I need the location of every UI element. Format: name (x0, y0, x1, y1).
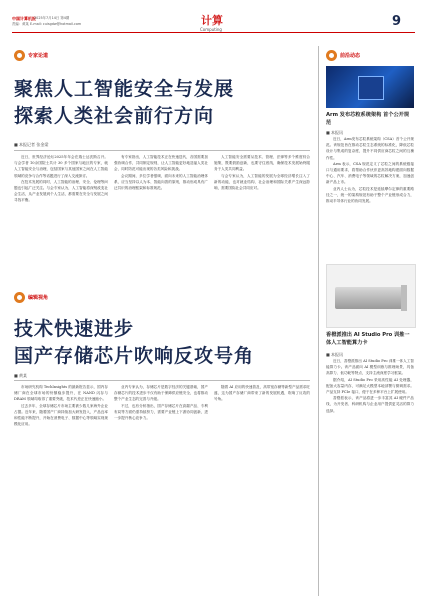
speaker-icon (326, 50, 337, 61)
date-line: 2025年7月14日 第4期 (34, 16, 70, 20)
sidebar-bottom-image (326, 264, 416, 328)
article2-col3: 随着 AI 应用的快速普及，高带宽存储等新型产品需求旺盛，这为国产存储厂商带来了新的发展机遇，吹响了反攻的号角。 (214, 385, 310, 402)
masthead (0, 0, 427, 44)
article2-col2: 业内专家认为，存储芯片是数字经济的关键基础，国产存储芯片的技术进步不仅有助于保障供应链安全，也将推动整个产业生态的完善与升级。 不过，也有分析指出，国产存储芯片在高端产品、专利布局等方面仍需持续努力，需要产业链上下游协同创新，进一步提升核心竞争力。 (114, 385, 208, 421)
tag-frontier: 前沿动态 (326, 50, 360, 61)
chip-graphic (358, 76, 384, 100)
article1-headline: 聚焦人工智能安全与发展 探索人类社会前行方向 (14, 78, 235, 127)
sidebar-bottom-byline: ■ 本报讯 (326, 352, 344, 357)
sidebar-top-image (326, 66, 414, 108)
newspaper-logo: 中国计算机报 (12, 16, 36, 21)
tag-expert: 专家论道 (14, 50, 48, 61)
sidebar-top-body: 近日，Arm发布芯粒系统架构（CSA）首个公开规范。该规范旨在推动芯粒生态系统的标准化，降低芯粒设计与集成的复杂度，提升不同供应商芯粒之间的互操作性。 Arm 表示，CSA 规范定义了芯粒之间的系统级接口与通用要求，将帮助合作伙伴更高效地构建面向数据中心、汽车、消费电子等领域的芯粒解决方案，加速创新产品上市。 业内人士认为，芯粒技术是延续摩尔定律的重要路径之一，统一的架构规范有助于整个产业链形成合力，推动半导体行业的协同发展。 (326, 137, 414, 204)
article1-rule (14, 150, 310, 151)
column-divider (318, 46, 319, 596)
header-rule (12, 32, 415, 33)
section-title: 计算 (201, 14, 223, 27)
speaker-icon (14, 50, 25, 61)
article2-headline: 技术快速进步 国产存储芯片吹响反攻号角 (14, 318, 255, 367)
article1-col3: 人工智能安全需要从技术、管理、法律等多个维度综合施策，既要鼓励创新，也要守住底线，确保技术发展始终服务于人类共同利益。 与会专家认为，人工智能的发展为全球经济增长注入了新的动能，也对就业结构、社会治理和国际关系产生深远影响，需要国际社会共同应对。 (214, 155, 310, 191)
accelerator-card-graphic (335, 287, 407, 309)
article1-col1: 近日，世界经济论坛2025年年会在瑞士达沃斯召开。与会学者 10余国院士共计 30 多个国家与地区的专家，就人工智能安全与治理，包括国家与其他国家之间在人工智能领域的竞争与合作等话题进行了深入交流探讨。 在技术发展的同时，人工智能的治理、安全、伦理等问题也引起广泛关注。与会专家认为，人工智能将深刻改变社会生活，从产业发展到个人生活，都需要在安全与发展之间寻找平衡。 (14, 155, 108, 203)
article2-col1: 市场研究机构 TechInsights 的最新报告显示，国内存储厂商在全球市场的份额稳步提升，在 NAND 闪存与 DRAM 领域均取得了重要突破，技术代差正在快速缩小。 过去多年，全球存储芯片市场主要被少数几家海外企业占据。近年来，随着国产厂商持续加大研发投入，产品良率和性能不断提升，开始在消费电子、数据中心等领域实现规模化应用。 (14, 385, 108, 427)
card-bracket-graphic (401, 285, 407, 311)
pen-icon (14, 292, 25, 303)
page-number: 9 (392, 14, 402, 29)
sidebar-bottom-body: 近日，香橙派推出 AI Studio Pro 训推一体人工智能算力卡。该产品面向 AI 模型训练与推理场景，具备高算力、低功耗等特点，支持主流深度学习框架。 据介绍，AI Studio Pro 采用高性能 AI 处理器，配备大容量内存，可满足大模型本地部署与微调需求。产品支持 PCIe 接口，便于在多种平台上扩展使用。 香橙派表示，该产品将进一步丰富其 AI 硬件产品线，为开发者、科研机构与企业用户提供更灵活的算力选择。 (326, 359, 414, 413)
sidebar-top-title: Arm 发布芯粒系统架构 首个公开规范 (326, 112, 410, 126)
sidebar-top-byline: ■ 本报讯 (326, 130, 344, 135)
article2-rule (14, 380, 310, 381)
article1-byline: ■ 本报记者 张金梁 (14, 142, 49, 147)
article1-col2: 有专家指出，人工智能技术正在快速迭代，各国需要加强协调合作，共同制定规则，让人工智能更好地造福人类社会，同时防范可能出现的各类风险和挑战。 会议期间，多位学者强调，面向未来的人工智能治理体系，应当坚持以人为本、智能向善的原则，推动形成具有广泛共识的治理框架和标准规范。 (114, 155, 208, 191)
sidebar-bottom-title: 香橙派推出 AI Studio Pro 训推一体人工智能算力卡 (326, 332, 410, 346)
editor-line: 责编：黄某 E-mail: cuisgdw@hotmail.com (12, 22, 82, 26)
article2-byline: ■ 黄某 (14, 373, 28, 378)
section-subtitle: Computing (200, 27, 222, 32)
tag-editor: 编辑视角 (14, 292, 48, 303)
